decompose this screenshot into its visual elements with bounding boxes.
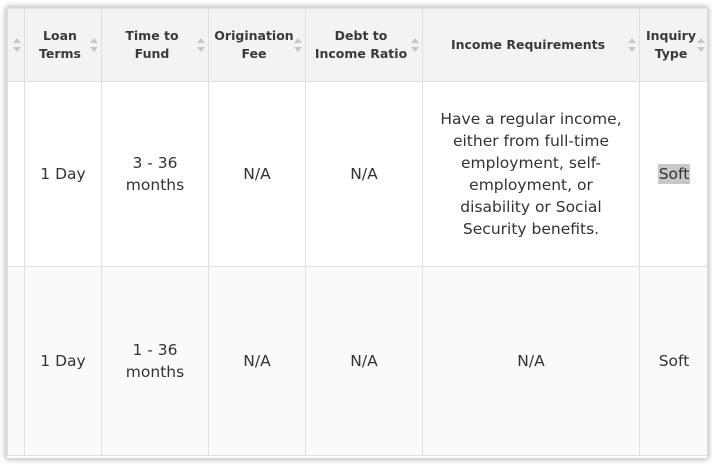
loan-comparison-table: [7, 8, 708, 456]
header-cell-origination-fee[interactable]: [209, 9, 306, 82]
inquiry-type-cell: [640, 267, 709, 456]
time-to-fund-value: 1 - 36 months: [125, 341, 185, 381]
sort-arrows-icon[interactable]: [90, 37, 98, 53]
income-requirements-text: Have a regular income, either from full-time employment, self-employment, or disability or Social Security benefits.: [440, 110, 622, 238]
debt-to-income-cell: N/A: [306, 267, 423, 456]
header-label: Debt to Income Ratio: [314, 28, 408, 61]
comparison-table-container: [6, 7, 708, 459]
lender-cell: [8, 267, 25, 456]
header-label: Time to Fund: [125, 28, 179, 61]
header-cell-time-to-fund[interactable]: [102, 9, 209, 82]
lender-cell: [8, 82, 25, 267]
header-cell-income-requirements[interactable]: [423, 9, 640, 82]
income-requirements-cell: [423, 267, 640, 456]
inquiry-type-value: Soft: [658, 352, 690, 370]
header-cell-lender[interactable]: [8, 9, 25, 82]
sort-arrows-icon[interactable]: [697, 37, 705, 53]
header-cell-inquiry-type[interactable]: [640, 9, 709, 82]
table-row: [8, 82, 709, 267]
origination-fee-cell: N/A: [209, 267, 306, 456]
loan-terms-cell: 1 Day: [25, 267, 102, 456]
header-row: [8, 9, 709, 82]
header-cell-debt-to-income[interactable]: [306, 9, 423, 82]
sort-arrows-icon[interactable]: [294, 37, 302, 53]
inquiry-type-value: Soft: [658, 165, 690, 183]
header-label: Income Requirements: [450, 37, 606, 52]
header-cell-loan-terms[interactable]: [25, 9, 102, 82]
origination-fee-cell: N/A: [209, 82, 306, 267]
inquiry-type-cell: [640, 82, 709, 267]
sort-arrows-icon[interactable]: [13, 37, 21, 53]
header-label: Inquiry Type: [646, 28, 696, 61]
time-to-fund-cell: [102, 82, 209, 267]
debt-to-income-cell: N/A: [306, 82, 423, 267]
time-to-fund-value: 3 - 36 months: [125, 154, 185, 194]
loan-terms-cell: 1 Day: [25, 82, 102, 267]
sort-arrows-icon[interactable]: [628, 37, 636, 53]
income-requirements-cell: [423, 82, 640, 267]
header-label: Loan Terms: [39, 28, 81, 61]
income-requirements-text: N/A: [517, 352, 545, 370]
table-row: [8, 267, 709, 456]
header-label: Origination Fee: [214, 28, 294, 61]
sort-arrows-icon[interactable]: [197, 37, 205, 53]
time-to-fund-cell: [102, 267, 209, 456]
sort-arrows-icon[interactable]: [411, 37, 419, 53]
